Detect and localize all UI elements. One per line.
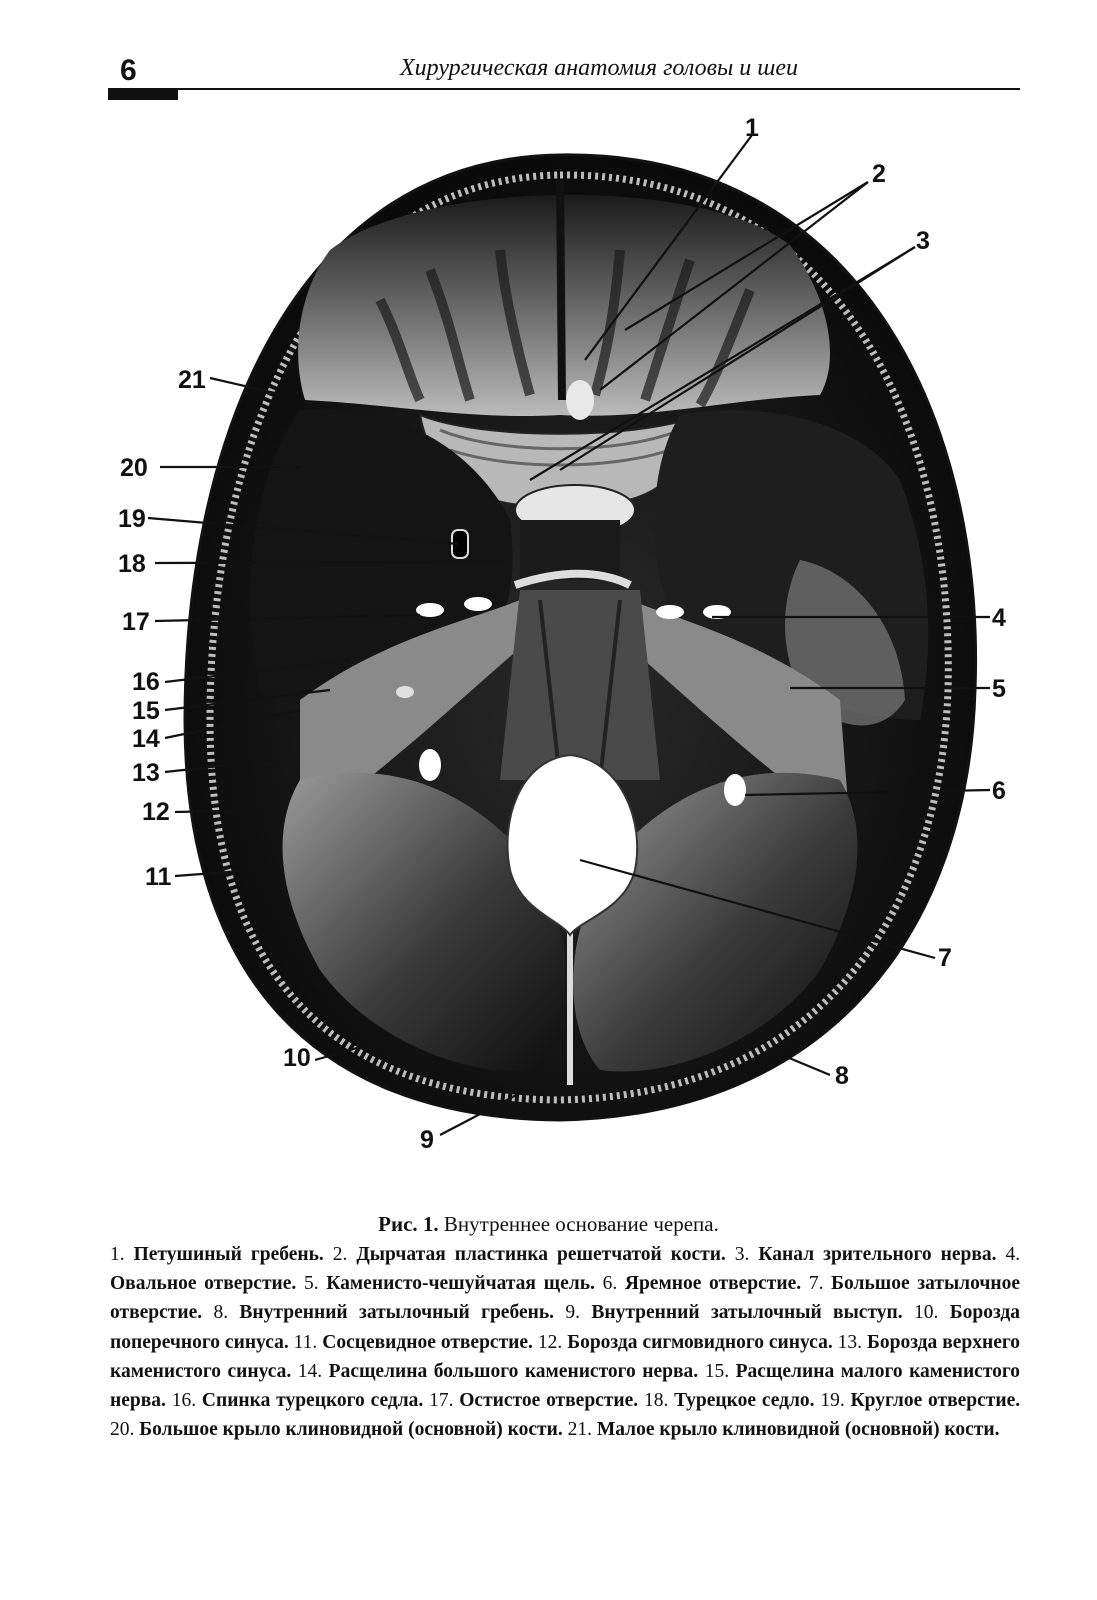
callout-1: 1 [745, 114, 759, 142]
callout-16: 16 [132, 668, 160, 696]
legend-item: 15. Расщелина малого каменистого нерва. [110, 1360, 1021, 1412]
callout-7: 7 [938, 944, 952, 972]
legend-item: 1. Петушиный гребень. [110, 1244, 324, 1265]
legend-item: 6. Яремное отверстие. [602, 1273, 802, 1295]
legend-item: 20. Большое крыло клиновидной (основной) кости. [110, 1419, 563, 1441]
callout-18: 18 [118, 550, 146, 578]
legend-item: 12. Борозда сигмовидного синуса. [537, 1331, 833, 1353]
figure-legend [110, 1240, 1020, 1444]
callout-3: 3 [916, 227, 930, 255]
skull-illustration [0, 100, 1097, 1180]
callout-13: 13 [132, 759, 160, 787]
legend-item: 4. Овальное отверстие. [110, 1244, 1021, 1295]
callout-6: 6 [992, 777, 1006, 805]
skull-base-figure [0, 100, 1097, 1180]
foramen-ovale-left [464, 597, 492, 611]
header-rule [108, 88, 1020, 90]
legend-item: 10. Борозда поперечного синуса. [110, 1302, 1021, 1353]
callout-17: 17 [122, 608, 150, 636]
jugular-foramen-right [724, 774, 746, 806]
legend-item: 14. Расщелина большого каменистого нерва. [297, 1360, 699, 1382]
callout-21: 21 [178, 366, 206, 394]
foramen-spinosum-left [416, 603, 444, 617]
callout-4: 4 [992, 604, 1006, 632]
legend-item: 7. Большое затылочное отверстие. [110, 1273, 1021, 1324]
legend-item: 19. Круглое отверстие. [820, 1390, 1021, 1412]
legend-item: 17. Остистое отверстие. [429, 1390, 639, 1412]
page-number: 6 [120, 54, 137, 87]
callout-20: 20 [120, 454, 148, 482]
callout-19: 19 [118, 505, 146, 533]
legend-item: 16. Спинка турецкого седла. [171, 1390, 424, 1412]
figure-caption [0, 1212, 1097, 1237]
callout-9: 9 [420, 1126, 434, 1154]
jugular-foramen-left [419, 749, 441, 781]
running-title: Хирургическая анатомия головы и шеи [400, 55, 799, 81]
callout-8: 8 [835, 1062, 849, 1090]
callout-14: 14 [132, 725, 160, 753]
legend-item: 11. Сосцевидное отверстие. [293, 1331, 533, 1353]
callout-11: 11 [145, 863, 172, 891]
callout-12: 12 [142, 798, 170, 826]
legend-item: 21. Малое крыло клиновидной (основной) кости. [567, 1419, 1000, 1441]
callout-5: 5 [992, 675, 1006, 703]
legend-item: 18. Турецкое седло. [643, 1390, 815, 1412]
figure-label: Рис. 1. [378, 1212, 439, 1236]
callout-2: 2 [872, 160, 886, 188]
legend-item: 2. Дырчатая пластинка решетчатой кости. [332, 1244, 726, 1265]
callout-15: 15 [132, 697, 160, 725]
legend-item: 9. Внутренний затылочный выступ. [565, 1302, 903, 1324]
figure-title: Внутреннее основание черепа. [443, 1212, 719, 1236]
foramen-ovale-right [656, 605, 684, 619]
legend-item: 13. Борозда верхнего каменистого синуса. [110, 1331, 1021, 1382]
legend-item: 5. Каменисто-чешуйчатая щель. [303, 1273, 595, 1295]
header-block [108, 88, 178, 100]
legend-item: 8. Внутренний затылочный гребень. [213, 1302, 555, 1324]
callout-10: 10 [283, 1044, 311, 1072]
legend-item: 3. Канал зрительного нерва. [734, 1244, 997, 1265]
